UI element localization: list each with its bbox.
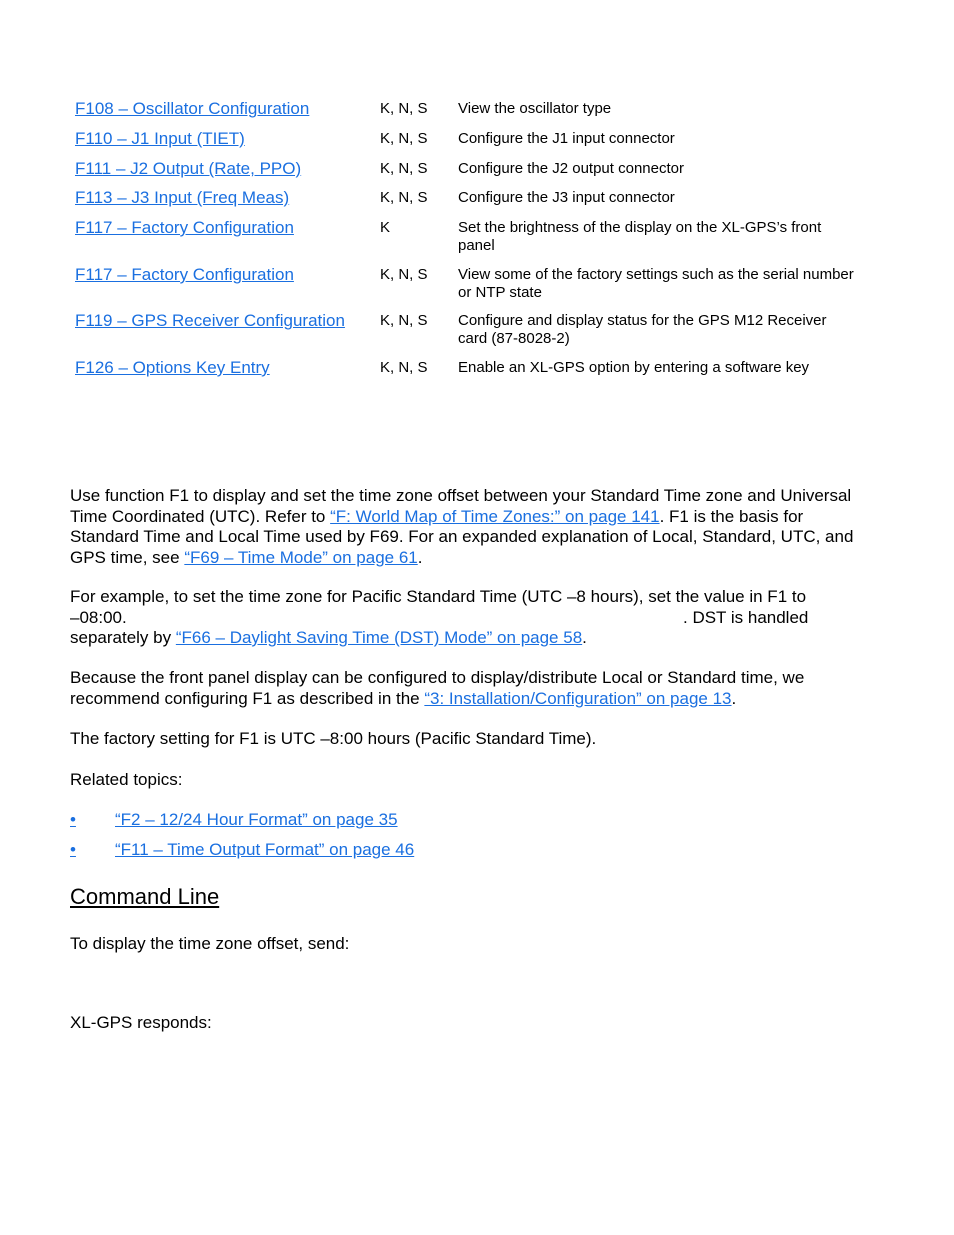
function-link-f126[interactable]: F126 – Options Key Entry (75, 358, 270, 377)
text-run: . (582, 628, 587, 647)
description-cell: Configure the J2 output connector (458, 160, 684, 177)
bullet-icon: • (70, 840, 76, 859)
description-cell: Configure the J1 input connector (458, 130, 675, 147)
example-line-1: For example, to set the time zone for Pacific Standard Time (UTC –8 hours), set the value in F1 to (70, 587, 807, 606)
function-link-f108[interactable]: F108 – Oscillator Configuration (75, 99, 310, 118)
modes-cell: K, N, S (380, 160, 428, 177)
modes-cell: K, N, S (380, 359, 428, 376)
description-cell: Configure the J3 input connector (458, 189, 675, 206)
modes-cell: K, N, S (380, 189, 428, 206)
description-cell: View some of the factory settings such as the serial number or NTP state (458, 266, 854, 301)
modes-cell: K, N, S (380, 130, 428, 147)
front-panel-paragraph (70, 668, 870, 709)
example-paragraph (70, 587, 870, 649)
modes-cell: K, N, S (380, 100, 428, 117)
text-run: . (417, 547, 423, 567)
factory-setting-paragraph: The factory setting for F1 is UTC –8:00 hours (Pacific Standard Time). (70, 729, 597, 748)
related-link-f2[interactable]: “F2 – 12/24 Hour Format” on page 35 (115, 810, 398, 829)
function-link-f117-factory[interactable]: F117 – Factory Configuration (75, 265, 294, 284)
world-map-link[interactable]: “F: World Map of Time Zones:” on page 141 (330, 506, 660, 526)
function-link-f113[interactable]: F113 – J3 Input (Freq Meas) (75, 188, 290, 207)
dst-mode-link[interactable]: “F66 – Daylight Saving Time (DST) Mode” on page 58 (175, 628, 583, 647)
modes-cell: K, N, S (380, 266, 428, 283)
text-run: separately by (70, 628, 176, 647)
description-cell: View the oscillator type (458, 100, 612, 117)
bullet-icon: • (70, 810, 76, 829)
text-run: . (731, 688, 737, 708)
example-line-3 (70, 628, 870, 649)
text-run: Because the front panel display can be configured to display/distribute Local or Standard time, we recommend configuring F1 as described in the (70, 668, 805, 708)
time-mode-link[interactable]: “F69 – Time Mode” on page 61 (184, 547, 418, 567)
text-run: . F1 is the basis for Standard Time and Local Time used by F69. For an expanded explanation of Local, Standard, UTC, and GPS time, see (70, 506, 854, 567)
text-run: . DST is handled (683, 607, 809, 627)
related-link-f11[interactable]: “F11 – Time Output Format” on page 46 (115, 840, 415, 859)
example-line-2 (70, 608, 870, 629)
related-topics-label: Related topics: (70, 770, 183, 789)
modes-cell: K, N, S (380, 312, 428, 329)
description-cell: Enable an XL-GPS option by entering a software key (458, 359, 810, 376)
display-instruction: To display the time zone offset, send: (70, 934, 350, 953)
section-heading: Command Line (70, 884, 220, 909)
function-link-f111[interactable]: F111 – J2 Output (Rate, PPO) (75, 159, 302, 178)
description-cell: Set the brightness of the display on the XL-GPS’s front panel (458, 219, 822, 254)
function-link-f117-brightness[interactable]: F117 – Factory Configuration (75, 218, 294, 237)
installation-link[interactable]: “3: Installation/Configuration” on page 13 (424, 688, 732, 708)
intro-paragraph (70, 486, 870, 568)
text-run: –08:00. (70, 607, 127, 627)
text-run: Use function F1 to display and set the time zone offset between your Standard Time zone and Universal Time Coordinated (UTC). Refer to (70, 486, 852, 526)
function-link-f110[interactable]: F110 – J1 Input (TIET) (75, 129, 245, 148)
description-cell: Configure and display status for the GPS M12 Receiver card (87-8028-2) (458, 312, 827, 347)
responds-label: XL-GPS responds: (70, 1013, 212, 1032)
modes-cell: K (380, 219, 391, 236)
function-link-f119[interactable]: F119 – GPS Receiver Configuration (75, 311, 345, 330)
